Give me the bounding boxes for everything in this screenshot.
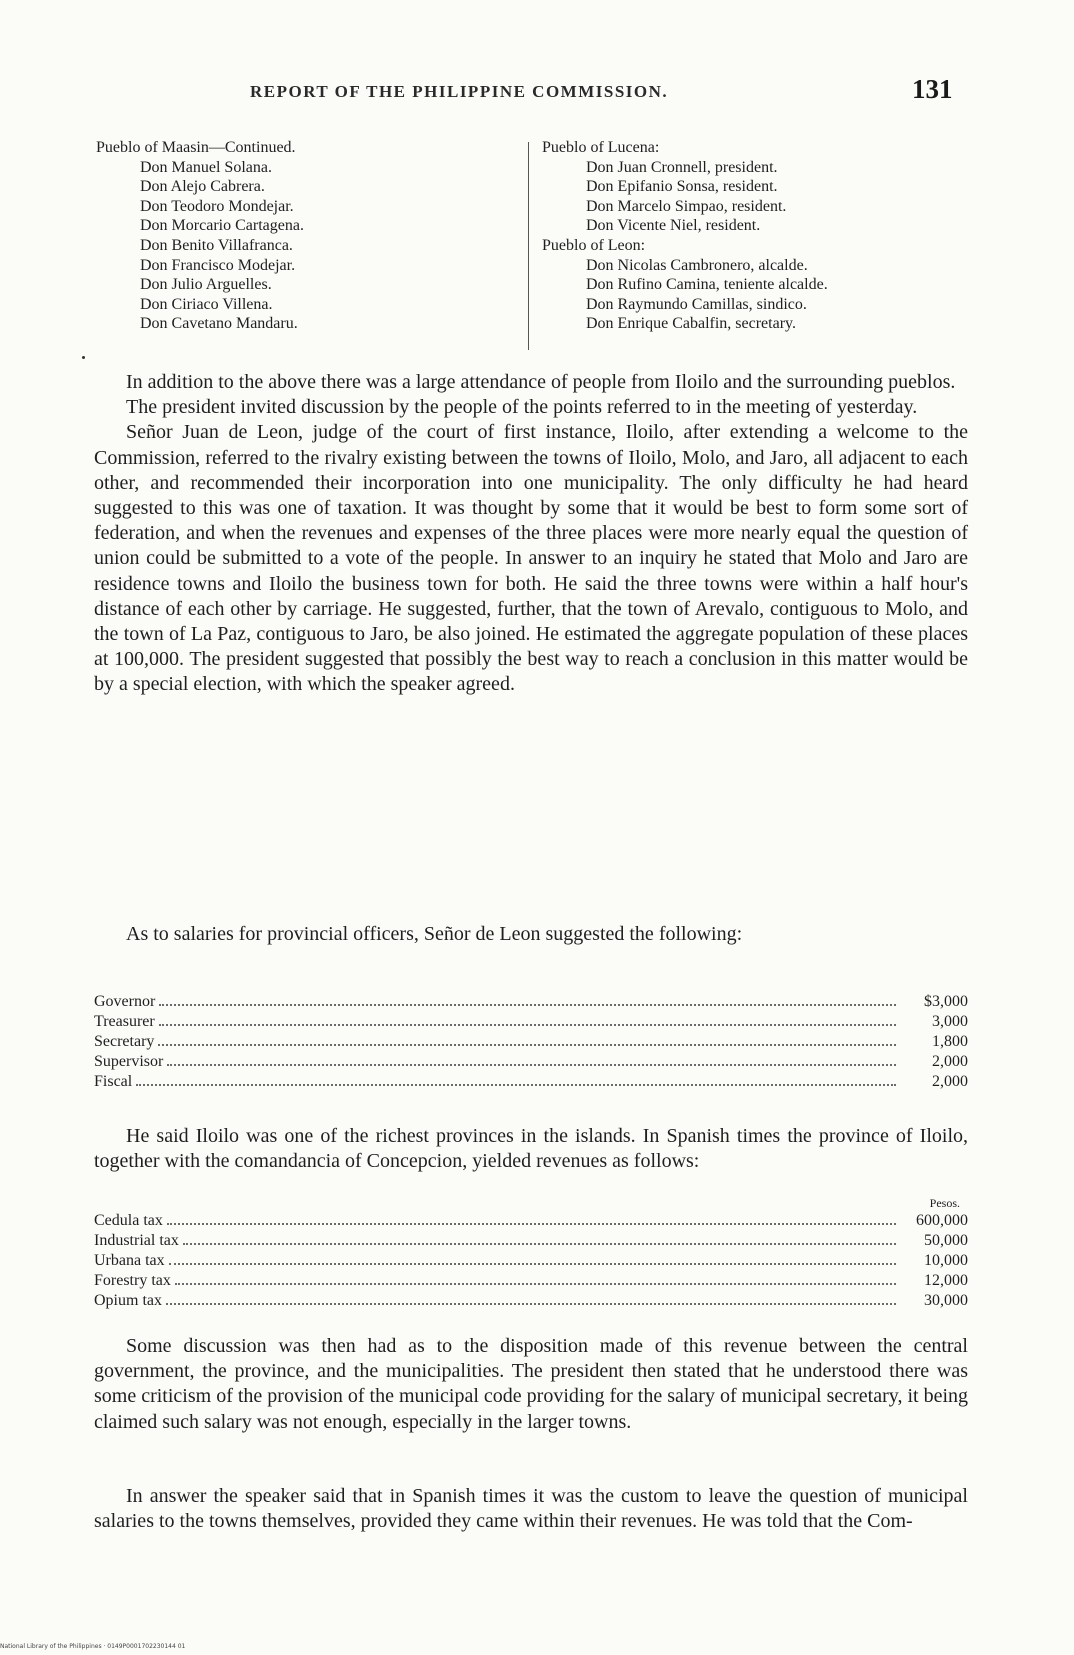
attendee-name: Don Enrique Cabalfin, secretary.: [586, 315, 796, 333]
left-column: [96, 138, 516, 334]
attendee-columns: [96, 138, 976, 358]
page-number: 131: [912, 74, 953, 104]
body-paragraphs: [94, 1484, 968, 1534]
body-paragraph: As to salaries for provincial officers, Señor de Leon suggested the following:: [126, 923, 743, 945]
row-value: 30,000: [924, 1292, 968, 1309]
column-divider: [528, 142, 529, 350]
attendee-name: Don Julio Arguelles.: [140, 276, 272, 294]
row-value: $3,000: [924, 993, 968, 1010]
attendee-name: Don Teodoro Mondejar.: [140, 197, 294, 215]
table-row: [94, 1272, 968, 1292]
row-label: Forestry tax: [94, 1272, 171, 1289]
leader-dots: [167, 1223, 896, 1225]
row-label: Governor: [94, 993, 156, 1010]
attendee-name: Don Cavetano Mandaru.: [140, 315, 298, 333]
leader-dots: [158, 1044, 896, 1046]
row-label: Urbana tax: [94, 1252, 165, 1269]
body-paragraph: In addition to the above there was a large attendance of people from Iloilo and the surrounding pueblos.: [126, 371, 956, 393]
table-row: [94, 1033, 968, 1053]
leader-dots: [159, 1024, 896, 1026]
attendee-name: Don Raymundo Camillas, sindico.: [586, 295, 807, 313]
salary-table: [94, 993, 968, 1093]
row-value: 3,000: [932, 1013, 968, 1030]
units-label: Pesos.: [929, 1196, 960, 1210]
scan-footer: National Library of the Philippines · 0149P0001702230144 01: [0, 1643, 186, 1650]
body-paragraphs: [94, 370, 968, 698]
body-paragraph: In answer the speaker said that in Spanish times it was the custom to leave the question of municipal salaries to the towns themselves, provided they came within their revenues. He was told that the Com-: [94, 1485, 968, 1533]
body-paragraphs: [94, 1334, 968, 1435]
body-paragraph: The president invited discussion by the people of the points referred to in the meeting of yesterday.: [126, 396, 918, 419]
row-value: 50,000: [924, 1232, 968, 1249]
running-title: REPORT OF THE PHILIPPINE COMMISSION.: [250, 82, 669, 101]
row-value: 10,000: [924, 1252, 968, 1269]
margin-speck: [82, 356, 85, 359]
leader-dots: [136, 1084, 896, 1086]
table-row: [94, 1212, 968, 1232]
right-column: [542, 138, 982, 334]
body-paragraphs: [94, 1124, 968, 1174]
attendee-name: Don Manuel Solana.: [140, 158, 272, 176]
leader-dots: [167, 1064, 896, 1066]
column-heading: Pueblo of Maasin—Continued.: [96, 139, 296, 156]
body-paragraph: Some discussion was then had as to the disposition made of this revenue between the central government, the province, and the municipalities. The president then stated that he understood there was some criticism of the provision of the municipal code providing for the salary of municipal secretary, it being claimed such salary was not enough, especially in the larger towns.: [94, 1335, 969, 1433]
attendee-name: Don Epifanio Sonsa, resident.: [586, 178, 778, 196]
table-row: [94, 1292, 968, 1312]
row-value: 2,000: [932, 1073, 968, 1090]
row-label: Secretary: [94, 1033, 155, 1050]
row-label: Treasurer: [94, 1013, 155, 1030]
row-label: Industrial tax: [94, 1232, 179, 1249]
table-row: [94, 993, 968, 1013]
revenue-table: [94, 1196, 968, 1312]
leader-dots: [175, 1283, 896, 1285]
leader-dots: [166, 1303, 896, 1305]
attendee-name: Don Morcario Cartagena.: [140, 217, 304, 235]
row-value: 1,800: [932, 1033, 968, 1050]
attendee-name: Don Ciriaco Villena.: [140, 295, 273, 313]
attendee-name: Don Nicolas Cambronero, alcalde.: [586, 256, 808, 274]
body-paragraph: He said Iloilo was one of the richest provinces in the islands. In Spanish times the province of Iloilo, together with the comandancia of Concepcion, yielded revenues as follows:: [94, 1125, 968, 1173]
row-value: 600,000: [916, 1212, 968, 1229]
row-label: Supervisor: [94, 1053, 164, 1070]
table-row: [94, 1073, 968, 1093]
row-label: Fiscal: [94, 1073, 133, 1090]
attendee-name: Don Vicente Niel, resident.: [586, 217, 761, 235]
attendee-name: Don Alejo Cabrera.: [140, 178, 265, 196]
attendee-name: Don Rufino Camina, teniente alcalde.: [586, 276, 828, 294]
column-heading: Pueblo of Lucena:: [542, 139, 660, 156]
column-heading: Pueblo of Leon:: [542, 236, 646, 254]
attendee-name: Don Juan Cronnell, president.: [586, 158, 778, 176]
leader-dots: [183, 1243, 896, 1245]
leader-dots: [159, 1004, 896, 1006]
body-paragraph: Señor Juan de Leon, judge of the court of first instance, Iloilo, after extending a welcome to the Commission, referred to the rivalry existing between the towns of Iloilo, Molo, and Jaro, all adjacent to each other, and recommended their incorporation into one municipality. The only difficulty he had heard suggested to this was one of taxation. It was thought by some that it would be best to form some sort of federation, and when the revenues and expenses of the three places were more nearly equal the question of union could be submitted to a vote of the people. In answer to an inquiry he stated that Molo and Jaro are residence towns and Iloilo the business town for both. He said the three towns were within a half hour's distance of each other by carriage. He suggested, further, that the town of Arevalo, contiguous to Molo, and the town of La Paz, contiguous to Jaro, be also joined. He estimated the aggregate population of these places at 100,000. The president suggested that possibly the best way to reach a conclusion in this matter would be by a special election, with which the speaker agreed.: [94, 421, 968, 696]
table-row: [94, 1252, 968, 1272]
table-row: [94, 1053, 968, 1073]
leader-dots: [169, 1263, 896, 1265]
table-row: [94, 1013, 968, 1033]
row-label: Cedula tax: [94, 1212, 163, 1229]
body-paragraphs: [94, 922, 968, 947]
row-label: Opium tax: [94, 1292, 162, 1309]
attendee-name: Don Benito Villafranca.: [140, 236, 293, 254]
table-row: [94, 1232, 968, 1252]
attendee-name: Don Marcelo Simpao, resident.: [586, 197, 787, 215]
row-value: 2,000: [932, 1053, 968, 1070]
attendee-name: Don Francisco Modejar.: [140, 256, 296, 274]
row-value: 12,000: [924, 1272, 968, 1289]
